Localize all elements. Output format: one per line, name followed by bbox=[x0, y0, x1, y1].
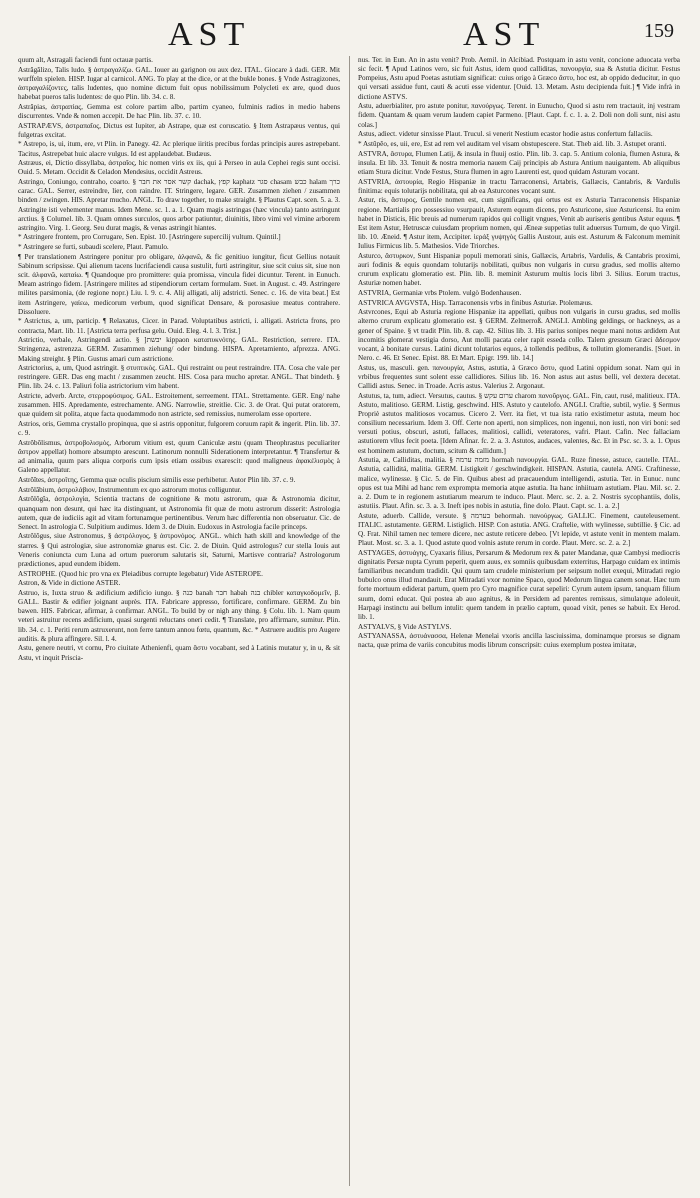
dictionary-entry: Asturco, ἄστυρκον, Sunt Hispaniæ populi memorati sinis, Gallæcis, Artabris, Vardulis, & Cantabris proximi, auri fodinis & equis quondam tolutarijs nobilitati, quibus non vulgaris in cursu gradus, sed mollis alterno crurum explicatu glomeratio est. Plin. lib. 8. meminit Asturum multis locis libri 3. Silius. Eorum tractus, Asturiæ nomen habet. bbox=[358, 251, 680, 288]
dictionary-entry: Astruo, is, Iuxta struo & ædificium ædificio iungo. § כנה banah חבר habah בנה chibler καταγκοδομεῖν, β. GALL. Bastir & edifier joignant auprès. ITA. Fabricare appresso, fortificare, confirmare. GERM. Zu bin bawen. HIS. Fabricar, afirmar, à confirmar. ANGL. To build by or nigh any thing. § Colu. lib. 1. Nam quum veteri astruitur recens ædificium, quasi surgenti reluctans oneri cedit. ¶ Translate, pro affirmare, sumitur. Plin. lib. 34. c. 1. Periti rerum astruxerunt, non ferre tantum annou fœtu, quantum, &c. * Astruere auditis pro Augere auditis. & plura affingere. Sil. l. 4. bbox=[18, 588, 341, 643]
dictionary-entry: Astutus, ta, tum, adiect. Versutus, cautus. § ערום עקש charom πανοῦργος. GAL. Fin, caut, rusé, malitieux. ITA. Astuto, malitioso. GERM. Listig, geschwind. HIS. Astuto y cautelofo. ANGLI. Craftie, subtil, wylie. § Sermus Propriè astutos malitiosos vocamus. Cicero 2. Verr. ita fiet, vt tua ista ratio existimetur astuta, meum hoc consilium necessarium. Idem 3. Off. Certe non aperti, non simplices, non ingenui, non iusti, non viri boni: sed versuti potius, obscuri, astuti, fallaces, malitiosi, callidi, veteratores, vafri. Plaut. Cafin. Nec fallaciam astutiorem vllus fecit poeta. [Idem Afinar. fc. 2. a. 3. Astutos, audaces, valentes, &c. Et in Psc. sc. 3. a. 1. Opus est hominem astutum, doctum, scitum & callidum.] bbox=[358, 391, 680, 455]
dictionary-entry: * Astŭpĕo, es, uii, ere, Est ad rem vel auditam vel visam obstupescere. Stat. Theb aid. lib. 3. Astupet oranti. bbox=[358, 139, 667, 148]
dictionary-entry: ASTYALVS, § Vide ASTYLVS. bbox=[358, 622, 452, 631]
column-rule bbox=[349, 56, 350, 1186]
dictionary-entry: ASTVRA, ἄστυρα, Flumen Latij, & insula in fluuij ostio. Plin. lib. 3. cap. 5. Antium colonia, flumen Astura, & insula. Et lib. 33. Tenuit & nostra memoria nauem Caij principis ab Astura Antium nauigantem. Ab aliquibus etiam Stura dicitur. Vnde Festus, Stura flumen in agro Laurenti est, quod quidam Asturam vocant. bbox=[358, 149, 680, 176]
running-head-right: AST bbox=[463, 16, 546, 53]
dictionary-entry: * Astringere se furti, subaudi scelere, Plaut. Pamulo. bbox=[18, 243, 169, 252]
text-columns bbox=[18, 56, 680, 663]
dictionary-entry: ASTYAGES, ἀστυάγης, Cyaxaris filius, Persarum & Medorum rex & pater Mandanæ, quæ Cambysi mediocris dignitatis Persæ nupta Cyrum peperit, quem auus, ex somniis quibusdam exterritus, Harpago cuidam ex intimis familiaribus necandum tradidit. Qui quum tam crudele ministerium per seipsum nollet exequi, Mitradati regio bubulco onus illud mandauit. Erat Mitradati vxor nomine Spaco, quod Medorum lingua canem sonat. Hæc tum forte mortuum ediderat partum, quem pro Cyro magnifice curat sepeliri: Cyrum autem ipsum, tanquam filium suum, domi educat. Qui postea ab auo agnitus, & in Persidem ad parentes remissus, simulatque adoleuit, Harpagi instinctu aui bellum intulit: quem tandem in prælio captum, quoad vixit, penes se habuit. Ex Herod. lib. 1. bbox=[358, 548, 680, 621]
dictionary-entry: quum alt, Astragali faciendi funt octauæ partis. bbox=[18, 56, 153, 64]
dictionary-entry: Astutia, æ, Calliditas, malitia. § מזמה ערמה hormah πανουργία. GAL. Ruze finesse, astuce, cautelle. ITAL. Astutia, calliditá, malitia. GERM. Listigkeit / geschwindigkeit. HISPAN. Astutia, cautela. ANG. Craftinesse, malice, wylinesse. § Cic. 5. de Fin. Quibus abest ad præcauendum intelligendi, astutia. Ter. in Eunuc. nunc opus est tua Mihi ad hanc rem exprompta memoria atque astutia. Ita hanc inhiituam astutiam. Plau. Mil. sc. 2. a. 2. Dum te in regionem astutiarum mearum te induco. Plaut. Merc. sc. 2. a. 2. Nostris sycophantiis, dolis, astutiis. Plaut. Afin. sc. 3. a. 3. Ineft ipes nobis in astutia, fine dolo. Plaut. Capt. sc. 1. a. 2.] bbox=[358, 456, 680, 510]
dictionary-entry: Astrŏlăbium, ἀστρολάβιον, Instrumentum ex quo astrorum motus colliguntur. bbox=[18, 485, 242, 494]
dictionary-entry: nus. Ter. in Eun. An in astu venit? Prob. Aemil. in Alcibiad. Postquam in astu venit, concione aduocata verba sic fecit. ¶ Apud Latinos vero, sic fuit Astus, idem quod calliditas, πανουργία, sua & Astutia dicitur. Festus Pompeius, Astu apud Poetas astutiam significat: cuius origo à Græco ἄστυ, hoc est, ab oppido deducitur, in quo qui versati assidue funt, cauti & acuti esse videntur. [Ouid. 13. Metam. Astu decipienda fuit.] ¶ Vide infrà in dictione ASTVS. bbox=[358, 56, 680, 101]
dictionary-entry: * Astrictus, a, um, particip. ¶ Relaxatus, Cicer. in Parad. Voluptatibus astricti, i. alligati. Astricta frons, pro contracta, Mart. lib. 11. [Astricta terra perfusa gelu. Ouid. Eleg. 4. l. 3. Trist.] bbox=[18, 317, 340, 335]
dictionary-entry: ASTVRICA AVGVSTA, Hisp. Tarraconensis vrbs in finibus Asturiæ. Ptolemæus. bbox=[358, 298, 593, 307]
dictionary-entry: Astute, aduerb. Callide, versute. § בערמה behormah. πανούργως. GALLIC. Finement, cauteleusement. ITALIC. astutamente. GERM. Listiglich. HISP. Con astutia. ANG. Craftelie, with wylinesse, subtillie. § Cic. ad Q. Frat. Nihil tamen nec temere dicere, nec astute reticere debeo. [Vt lepide, vt astute venit in mentem malam. Plaut. Most. sc. 3. a. 1. Quod astute quod volnis astute rerum in corde. Plaut. Merc. sc. 2. a. 2.] bbox=[358, 511, 680, 548]
running-head-left: AST bbox=[168, 16, 251, 53]
dictionary-entry: Astur, ris, ἄστυρος, Gentile nomen est, cum significans, qui ortus est ex Asturia Tarraconensis Hispaniæ regione. Martialis pro possessiuo vsurpauit, Asturem equum dicens, pro Asturicone, siue Asturicensi. Ita enim habet in Disticis, Hic breuis ad numerum rapidos qui colligit vngues, Venit ab auriseris gentibus Astur equus. ¶ Est item Astur, Hetruscæ cuiusdam proprium nomen, qui Æneæ suppetias tulit aduersus Turnum, de quo Virgil. lib. 10. Æneid. ¶ Astur item, Accipiter. ἱεράξ γυψηγὸς Gallis Austour, auis est. Asturum & Falconum meminit Iulius Firmicus lib. 5. Mathesios. Vide Triorches. bbox=[358, 196, 680, 251]
dictionary-entry: Astricte, adverb. Arcte, στερροφύσιμος. GAL. Estroitement, serreement. ITAL. Strettamente. GER. Eng/ nahe zusammen. HIS. Apredamente, estrechamente. ANG. Narrowlie, streitlie. Cic. 3. de Orat. Qui putat oratorem, quæ quidem sit polita, atque facta quodammodo non astricte, sed remissius, numerolam esse oportere. bbox=[18, 392, 340, 419]
dictionary-entry: Astvrcones, Equi ab Asturia regione Hispaniæ ita appellati, quibus non vulgaris in cursu gradus, sed mollis alterno crurum explicatu glomeratio est. § GERM. Zeltnerroß. ANGLI. Ambling geldings, or hackneys, as a gener of Spaine. § vt tradit Plin. lib. 8. cap. 42. Silius lib. 3. His parius sonipes neque mani notus ardidem Aut incomitis glomerat vestigia dorso, Aut molli pacata celer rapit esseda collo. Talem gressum Græci ἄδεσμον vocant, à bonitate cursus. Latini dicunt tolutarios equos, à tollendis pedibus, & tollutim glomerandis. [Suet. in Nero. c. 46. Et Senec. Epist. 88. Et Mart. Epigr. 199. lib. 14.] bbox=[358, 308, 680, 362]
dictionary-entry: Astus, us, masculi. gen. πανουργία, Astus, astutia, à Græco ἄστυ, quod Latini oppidum sonat. Nam qui in vrbibus frequentes sunt solent esse callidiores. Silius lib. 16. Non astus aut astus belli, vel dextera decetat. Callidi astus. Senec. in Troade. Acris astus. Valerius 2. Argonaut. bbox=[358, 363, 680, 390]
dictionary-entry: Astrictorius, a, um, Quod astringit. § στυπτικὸς. GAL. Qui restraint ou peut restraindre. ITA. Cosa che vale per restringere. GER. Das eng macht / zusammen zeucht. HIS. Cosa para mucho apretar. ANGL. That bindeth. § Plin. lib. 24. c. 13. Paliuri folia astrictorium vim habent. bbox=[18, 364, 340, 391]
dictionary-entry: * Astrepo, is, ui, itum, ere, vt Plin. in Panegy. 42. Ac plerique iiritis precibus fordas principis aures astrepebant. Tacitus, Astrepebat huic alacre vulgus. Id est applaudebat. Budæus. bbox=[18, 140, 340, 158]
dictionary-entry: Astron, & Vide in dictione ASTER. bbox=[18, 579, 121, 588]
dictionary-entry: ¶ Per translationem Astringere ponitur pro obligare, ἀλφανῶ, & fic genitiuo iungitur, ficut Gellius notauit Sabinum scripsisse. Qui alienum tacens lucrifaciendi causa sustulit, furti astringitur, siue scit cuius sit, siue non scit. ἀλφανῶ, καπαίω. ¶ Quandoque pro promittere: quia promissa, vincula fidei dicuntur. Terent. in Eunuch. Meam astringo fidem. [Astringere milites ad stipendiorum certam formulam. Suet. in August. c. 49. Astringere milites parsimonia, (de regione nopr.) Liu. l. 9. c. 4. Alij alligati, alij adstricti. Senec. c. 16. de vita beat.] Est item Astringere, γαίεω, medicorum verbum, quod significat Densare, & porosasiue meatus contrahere. Dissoluere. bbox=[18, 252, 340, 316]
dictionary-entry: Astu, aduerbialiter, pro astute ponitur, πανούργως. Terent. in Eunucho, Quod si astu rem tractauit, inj vestram fidem. Quantam & quam verum laudem capiet Parmeno. [Plaut. Capt. f. c. 1. a. 2. Doli non doli sunt, nisi astu colas.] bbox=[358, 102, 680, 129]
left-column bbox=[18, 56, 340, 663]
dictionary-entry: Astrŏĭtes, ἀστροΐτης, Gemma quæ oculis piscium similis esse perhibetur. Autor Plin lib. 37. c. 9. bbox=[18, 476, 296, 485]
dictionary-entry: Astrictio, verbale, Astringendi actio. § ]יבשת kippaon καταπυκνότης. GAL. Restriction, serrere. ITA. Stringenza, astrenzza. GERM. Zusammen ziehung/ oder bindung. HISPA. Apretamiento, afprezza. ANG. Making streight. § Plin. Gustus amari cum astrictione. bbox=[18, 336, 340, 363]
dictionary-entry: Astrŏlŏgus, siue Astronomus, § ἀστρόλογος, § ἀστρονόμος. ANGL. which hath skill and knowledge of the starres. § Qui astrologiæ, siue astronomiæ gnarus est. Cic. 2. de Diuin. Quid astrologus? cur stella Iouis aut Veneris coniuncta cum Luna ad ortum puerorum salutaris sit, Saturni, Martisve contraria? Astrologorum prædictiones, apud eundem ibidem. bbox=[18, 532, 340, 568]
dictionary-entry: Astu, genere neutri, vt cornu, Pro ciuitate Athenienfi, quam ἄστυ vocabant, sed à Latinis mutatur y, in u, & sit Astu, vt inquit Priscia- bbox=[18, 644, 340, 662]
dictionary-entry: Astrŏbŏlismus, ἀστροβολισμὸς, Arborum vitium est, quum Caniculæ æstu (quam Theophrastus peculiariter ἄστρον appellat) homore absumpto arescunt. Latinorum nonnulli Siderationem interpretantur. ¶ Transfertur & ad animalia, quum pars aliqua corporis cum ipsis etiam ossibus exarescit: quod maligneus ἀφακέλισμὸς à Galeno appellatur. bbox=[18, 438, 340, 475]
page-header bbox=[18, 10, 680, 56]
right-column bbox=[358, 56, 680, 663]
dictionary-entry: Astrios, oris, Gemma crystallo propinqua, que si astris opponitur, fulgorem coruum rapit & ingerit. Plin. lib. 37. c. 9. bbox=[18, 420, 340, 438]
dictionary-entry: Astrăpias, ἀστραπίας, Gemma est colore partim albo, partim cyaneo, fulminis radios in medio habens discurrentes. Vnde & nomen accepit. De hac Plin. lib. 37. c. 10. bbox=[18, 102, 340, 120]
dictionary-entry: Astræus, ei, Dictio dissyllaba, ἀστραῖος, hic nomen viris ex iis, qui à Perseo in aula Cephei regis sunt occisi. Ouid. 5. Metam. Occidit & Celadon Mendesius, occidit Astreus. bbox=[18, 159, 340, 177]
page-number: 159 bbox=[644, 20, 674, 42]
dictionary-entry: * Astringere frontem, pro Corrugare, Sen. Epist. 10. [Astringere supercilij vultum. Quintil.] bbox=[18, 233, 281, 242]
dictionary-entry: Astringo, Coniungo, contraho, coarto. § קשר אסר את חבר dachak, קפץ kaphatz סגר chasam כבש halam כרך carac. GAL. Serrer, estreindre, lier, con raindre. IT. Stringere, legare. GER. Zusammen ziehen / zusammen binden / zwingen. HIS. Apretar mucho. ANGL. To draw together, to make straight. § Plautus Capt. scen. 5. a. 3. Astringite isti vehementer manus. Idem Mene. sc. 1. a. 1. Quam magis astringas (hæc vincula) tanto astringunt arctius. § Columel. lib. 3. Quam omnes surculos, quos arbor patiuntur, diuinitis, libro vimi vel vimine arborem astringito. Virg. 1. Georg. Seu durat magis, & venas astringit hiantes. bbox=[18, 178, 341, 232]
dictionary-entry: ASTVRIA, ἀστουρία, Regio Hispaniæ in tractu Tarraconensi, Artabris, Gallæcis, Cantabris, & Vardulis finitima: equis tolutarijs nobilitata, qui ab ea Asturcones vocant sunt. bbox=[358, 177, 680, 195]
dictionary-entry: Astrŏlŏgĭa, ἀστρολογία, Scientia tractans de cognitione & motu astrorum, quæ & Astronomia dicitur, quanquam non desunt, qui hæc ita distinguant, ut Astronomia fit quæ de motu astrorum disserit: Astrologia autem, quæ de iudiciis agit ad vitam fortunamque pertinentibus. Verum hæc differentia non obseruatur. Cic. de Senect. In astrologia C. Sulpitium audimus. Idem 3. de Diuin. Eudoxus in Astrologia facile princeps. bbox=[18, 495, 340, 531]
dictionary-entry: Astrăgălizo, Talis ludo. § ἀστραγαλίζω. GAL. Iouer au garignon ou aux dez. ITAL. Giocare à dadi. GER. Mit wurffeln spielen. HISP. Iugar al carnicol. ANG. To play at the dice, or at the bukle bones. § Vnde Astragizones, ἀστραγαλίζοντες, talis ludentes, quo nomine dictum fuit opus nobilissimum Polycleti ex ære, quod duos habebat pueros talis ludentes: de quo Plin. lib. 34. c. 8. bbox=[18, 65, 340, 102]
dictionary-entry: ASTVRIA, Germaniæ vrbs Ptolem. vulgò Bodenhausen. bbox=[358, 288, 522, 297]
dictionary-entry: ASTYANASSA, ἀστυάνασσα, Helenæ Menelai vxoris ancilla lasciuissima, dominamque prorsus se dignam nacta, quæ prima de variis concubitus modis librum conscripsit: cuius exemplum postea imitatæ, bbox=[358, 632, 680, 650]
dictionary-entry: ASTROPHE. (Quod hic pro vna ex Pleiadibus corrupte legebatur) Vide ASTEROPE. bbox=[18, 569, 263, 578]
dictionary-entry: Astus, adiect. videtur sinxisse Plaut. Trucul. si venerit Nestium ecastor hodie astus confertum fallaciis. bbox=[358, 130, 653, 139]
dictionary-entry: ASTRAPÆVS, ἀστραπαῖος, Dictus est Iupiter, ab Astrape, quæ est coruscatio. § Item Astrapæus ventus, qui fulgetras excitat. bbox=[18, 121, 340, 139]
